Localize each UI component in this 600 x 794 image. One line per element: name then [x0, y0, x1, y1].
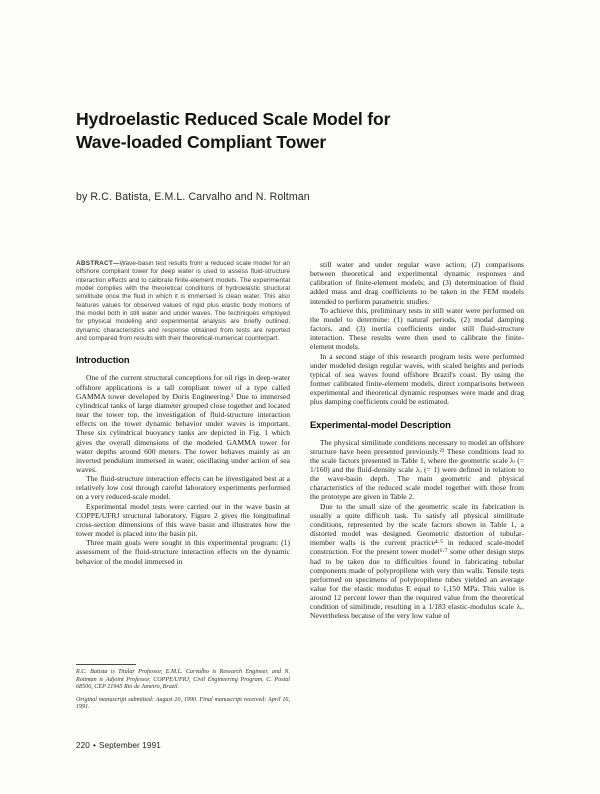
- abstract-paragraph: [76, 260, 290, 343]
- abstract-label: ABSTRACT—: [76, 260, 120, 267]
- footnote-line: Original manuscript submitted: August 20, 1990. Final manuscript received: April 16, 1991.: [76, 696, 290, 711]
- paragraph: Three main goals were sought in this experimental program: (1) assessment of the fluid-structure interaction effects on the dynamic behavior of the model immersed in: [76, 538, 290, 566]
- abstract-text: Wave-basin test results from a reduced scale model for an offshore compliant tower for deep water is used to assess fluid-structure interaction effects and to calibrate finite-element models. The experimental model complies with the theoretical conditions of hydroelastic structural similitude once the fluid in which it is immersed is clean water. This also features values for observed values of rigid plus elastic body motions of the model both in still water and under waves. The techniques employed for physical modeling and experimental analysis are briefly outlined; dynamic characteristics and response obtained from tests are reported and compared from results with their theoretical-numerical counterpart.: [76, 260, 290, 343]
- column-right: [310, 260, 524, 720]
- paragraph: One of the current structural conceptions for oil rigs in deep-water offshore applications is a tall compliant tower of a type called GAMMA tower developed by Doris Engineering.¹ Due to immersed cylindrical tanks of large diameter grouped close together and located near the tower top, the investigation of fluid-structure interaction effects on the tower dynamic behavior under waves is important. These six cylindrical buoyancy tanks are depicted in Fig. 1 which gives the overall dimensions of the modeled GAMMA tower for water depths around 600 meters. The tower behaves mainly as an inverted pendulum immersed in water, oscillating under action of sea waves.: [76, 373, 290, 474]
- footnote-block: [76, 664, 290, 717]
- issue-date: September 1991: [98, 741, 161, 750]
- paragraph: Due to the small size of the geometric scale its fabrication is usually a quite difficult task. To satisfy all physical similitude conditions, represented by the scale factors shown in Table 1, a distorted model was designed. Geometric distortion of tubular-member walls is the current practice⁴·⁵ in reduced scale-model construction. For the present tower model⁶·⁷ some other design steps had to be taken due to difficulties found in fabricating tubular components made of polypropilene with very thin walls. Tensile tests performed on specimens of polypropilene tubes yielded an average value for the elastic modulus E equal to 1,150 MPa. This value is around 12 percent lower than the required value from the theoretical condition of similitude, resulting in a 1/183 elastic-modulus scale λₑ. Nevertheless because of the very low value of: [310, 501, 524, 621]
- footnote-line: R.C. Batista is Titular Professor, E.M.L. Carvalho is Research Engineer, and N. Roitman is Adjoint Professor, COPPE/UFRJ, Civil Engineering Program, C. Postal 68506, CEP 21945 Rio de Janeiro, Brazil.: [76, 669, 290, 691]
- paragraph: In a second stage of this research program tests were performed under modeled design regular waves, with scaled heights and periods typical of sea waves found offshore Brazil's coast. By using the former calibrated finite-element models, direct comparisons between experimental and theoretical dynamic responses were made and drag plus damping coefficients could be estimated.: [310, 351, 524, 407]
- footnote-rule: [76, 664, 136, 665]
- title-block: [76, 108, 516, 204]
- body-columns: [76, 260, 524, 720]
- paragraph: Experimental model tests were carried out in the wave basin at COPPE/UFRJ structural laboratory. Figure 2 gives the longitudinal cross-section dimensions of this wave basin and illustrates how the tower model is placed into the basin pit.: [76, 501, 290, 539]
- paragraph: The physical similitude conditions necessary to model an offshore structure have been presented previously.²³ These conditions lead to the scale factors presented in Table 1, where the geometric scale λₗ (= 1/160) and the fluid-density scale λₒ (= 1) were defined in relation to the wave-basin depth. The main geometric and physical characteristics of the reduced scale model together with those from the prototype are given in Table 2.: [310, 437, 524, 502]
- column-left: [76, 260, 290, 720]
- footer-separator: •: [92, 741, 96, 750]
- paragraph: To achieve this, preliminary tests in still water were performed on the model to determine: (1) natural periods, (2) modal damping factors, and (3) inertia coefficients under still fluid-structure interaction. These results were then used to calibrate the finite-element models.: [310, 305, 524, 352]
- section-heading-introduction: Introduction: [76, 354, 130, 366]
- paragraph: The fluid-structure interaction effects can be investigated best at a relatively low cost through careful laboratory experiments performed on a very reduced-scale model.: [76, 474, 290, 502]
- author-byline: by R.C. Batista, E.M.L. Carvalho and N. Roltman: [76, 191, 310, 203]
- paragraph: still water and under regular wave action; (2) comparisons between theoretical and experimental dynamic responses and calibration of finite-element models; and (3) determination of fluid added mass and drag coefficients to be taken in the FEM models intended to perform parametric studies.: [310, 260, 524, 306]
- title-line-2: Wave-loaded Compliant Tower: [76, 132, 327, 152]
- page-number: 220: [76, 741, 90, 750]
- page-footer: [76, 741, 161, 750]
- page-title: [76, 108, 516, 154]
- section-heading-experimental-model-description: Experimental-model Description: [310, 418, 451, 430]
- title-line-1: Hydroelastic Reduced Scale Model for: [76, 109, 391, 129]
